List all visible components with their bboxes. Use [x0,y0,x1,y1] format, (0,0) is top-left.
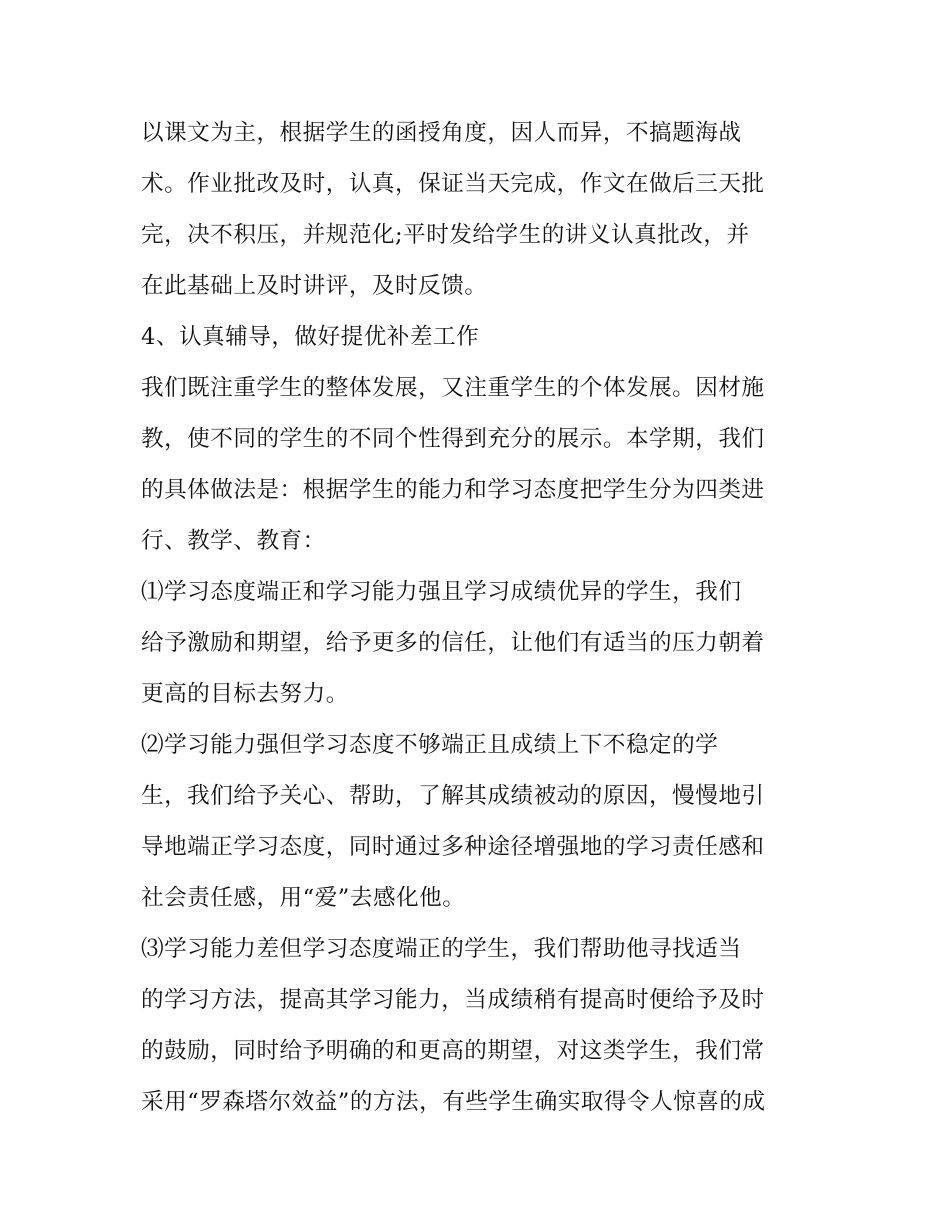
section-heading: 4、认真辅导，做好提优补差工作 [141,324,480,350]
text-line: 社会责任感，用“爱”去感化他。 [141,885,466,911]
text-line: 我们既注重学生的整体发展，又注重学生的个体发展。因材施 [141,375,765,401]
text-line: 的鼓励，同时给予明确的和更高的期望，对这类学生，我们常 [141,1038,765,1064]
text-line: 生，我们给予关心、帮助，了解其成绩被动的原因，慢慢地引 [141,783,765,809]
list-item-1: ⑴学习态度端正和学习能力强且学习成绩优异的学生，我们 [141,579,742,605]
text-line: 教，使不同的学生的不同个性得到充分的展示。本学期，我们 [141,426,765,452]
list-item-3: ⑶学习能力差但学习态度端正的学生，我们帮助他寻找适当 [141,936,742,962]
text-line: 的具体做法是：根据学生的能力和学习态度把学生分为四类进 [141,477,765,503]
text-line: 更高的目标去努力。 [141,681,349,707]
text-line: 以课文为主，根据学生的函授角度，因人而异，不搞题海战 [141,120,742,146]
text-line: 导地端正学习态度，同时通过多种途径增强地的学习责任感和 [141,834,765,860]
text-line: 给予激励和期望，给予更多的信任，让他们有适当的压力朝着 [141,630,765,656]
text-line: 采用“罗森塔尔效益”的方法，有些学生确实取得令人惊喜的成 [141,1089,766,1115]
text-line: 行、教学、教育： [141,528,326,554]
text-line: 在此基础上及时讲评，及时反馈。 [141,273,488,299]
text-line: 完，决不积压，并规范化;平时发给学生的讲义认真批改，并 [141,222,750,248]
text-line: 术。作业批改及时，认真，保证当天完成，作文在做后三天批 [141,171,765,197]
list-item-2: ⑵学习能力强但学习态度不够端正且成绩上下不稳定的学 [141,732,719,758]
text-line: 的学习方法，提高其学习能力，当成绩稍有提高时便给予及时 [141,987,765,1013]
document-body [141,108,821,1128]
